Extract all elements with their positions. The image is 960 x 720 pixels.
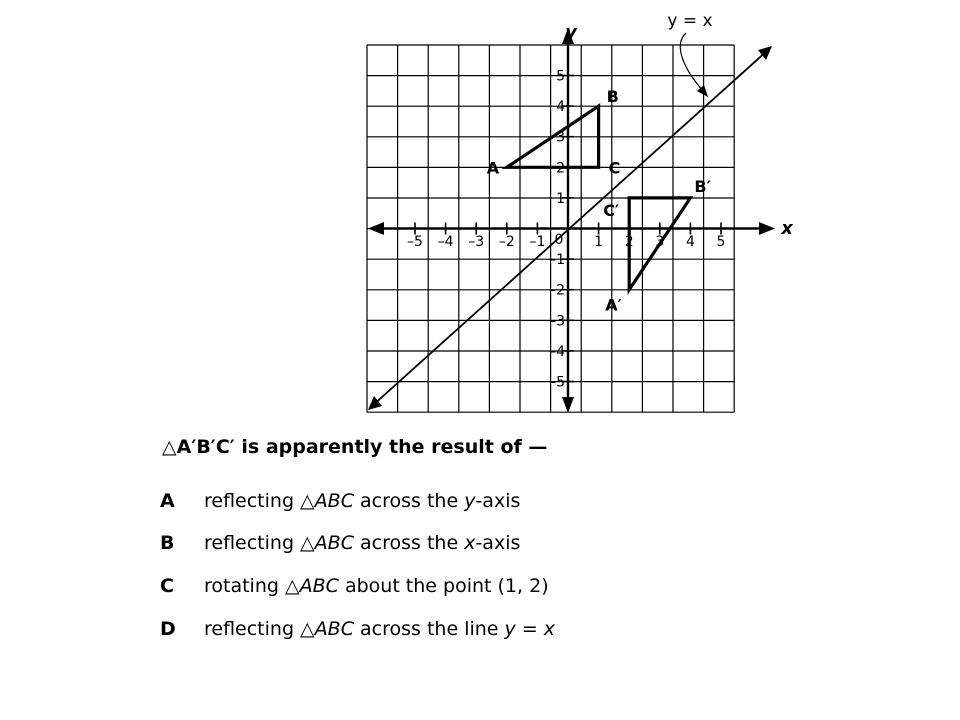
origin-label: 0 — [554, 232, 564, 248]
choice-text-pre: rotating △ — [204, 575, 300, 597]
x-tick-label: 5 — [716, 234, 726, 250]
y-tick-label: 4 — [556, 99, 565, 116]
choice-text-tri: ABC — [314, 532, 354, 554]
y-tick-label: –1 — [549, 252, 565, 269]
choice-letter: D — [160, 618, 176, 640]
x-tick-label: –1 — [529, 234, 546, 250]
choice-text-mid: about the point (1, 2) — [338, 575, 549, 597]
y-axis-label: y — [565, 22, 577, 43]
y-tick-label: –5 — [549, 374, 565, 391]
line-label-pointer-head — [697, 85, 708, 97]
point-label-b: B — [606, 87, 619, 107]
choice-letter: C — [160, 575, 174, 597]
x-axis-arrow-right — [759, 222, 775, 235]
line-label: y = x — [667, 11, 713, 31]
choice-text-pre: reflecting △ — [204, 490, 315, 512]
line-label-pointer — [680, 33, 704, 92]
x-tick-label: –2 — [498, 234, 515, 250]
choice-text — [204, 490, 520, 512]
choice-text-pre: reflecting △ — [204, 618, 315, 640]
choice-letter: A — [160, 490, 175, 512]
choice-text-mid: across the — [353, 490, 465, 512]
choice-text-ital: y = x — [504, 618, 556, 640]
point-label-a: A — [486, 158, 500, 178]
point-label-c2: C′ — [603, 200, 620, 220]
point-label-a2: A′ — [605, 295, 622, 315]
y-tick-label: –2 — [549, 282, 565, 299]
choice-text-post: -axis — [475, 532, 521, 554]
choice-text-mid: across the line — [353, 618, 505, 640]
y-tick-label: –3 — [549, 313, 565, 330]
x-axis-label: x — [781, 218, 793, 239]
x-tick-label: –4 — [437, 234, 454, 250]
y-tick-label: –4 — [549, 343, 565, 360]
question-stem: △A′B′C′ is apparently the result of — — [162, 436, 548, 458]
axes — [368, 28, 775, 413]
choice-text-tri: ABC — [299, 575, 339, 597]
choice-text-mid: across the — [353, 532, 465, 554]
x-tick-label: 2 — [624, 234, 634, 250]
y-axis-arrow-bottom — [562, 397, 574, 413]
x-tick-label: 4 — [685, 234, 695, 250]
y-tick-label: 5 — [556, 68, 565, 85]
choice-text-tri: ABC — [314, 490, 354, 512]
choice-text — [204, 618, 555, 640]
y-tick-label: 1 — [556, 190, 565, 207]
choice-text — [204, 575, 549, 597]
choice-text-ital: y — [464, 490, 476, 512]
x-tick-label: –3 — [468, 234, 485, 250]
y-tick-label: 3 — [556, 129, 565, 146]
x-tick-label: 1 — [594, 234, 604, 250]
choice-text-pre: reflecting △ — [204, 532, 315, 554]
x-tick-label: –5 — [407, 234, 423, 250]
choice-text-tri: ABC — [314, 618, 354, 640]
x-tick-label: 3 — [655, 234, 665, 250]
choice-text-ital: x — [464, 532, 476, 554]
choice-text-post: -axis — [475, 490, 521, 512]
y-tick-label: 2 — [556, 160, 565, 177]
choice-letter: B — [160, 532, 175, 554]
x-axis-arrow-left — [368, 222, 384, 235]
triangle-a-prime-b-prime-c-prime — [629, 198, 690, 290]
point-label-c: C — [608, 158, 621, 178]
choice-text — [204, 532, 520, 554]
point-label-b2: B′ — [694, 176, 711, 196]
